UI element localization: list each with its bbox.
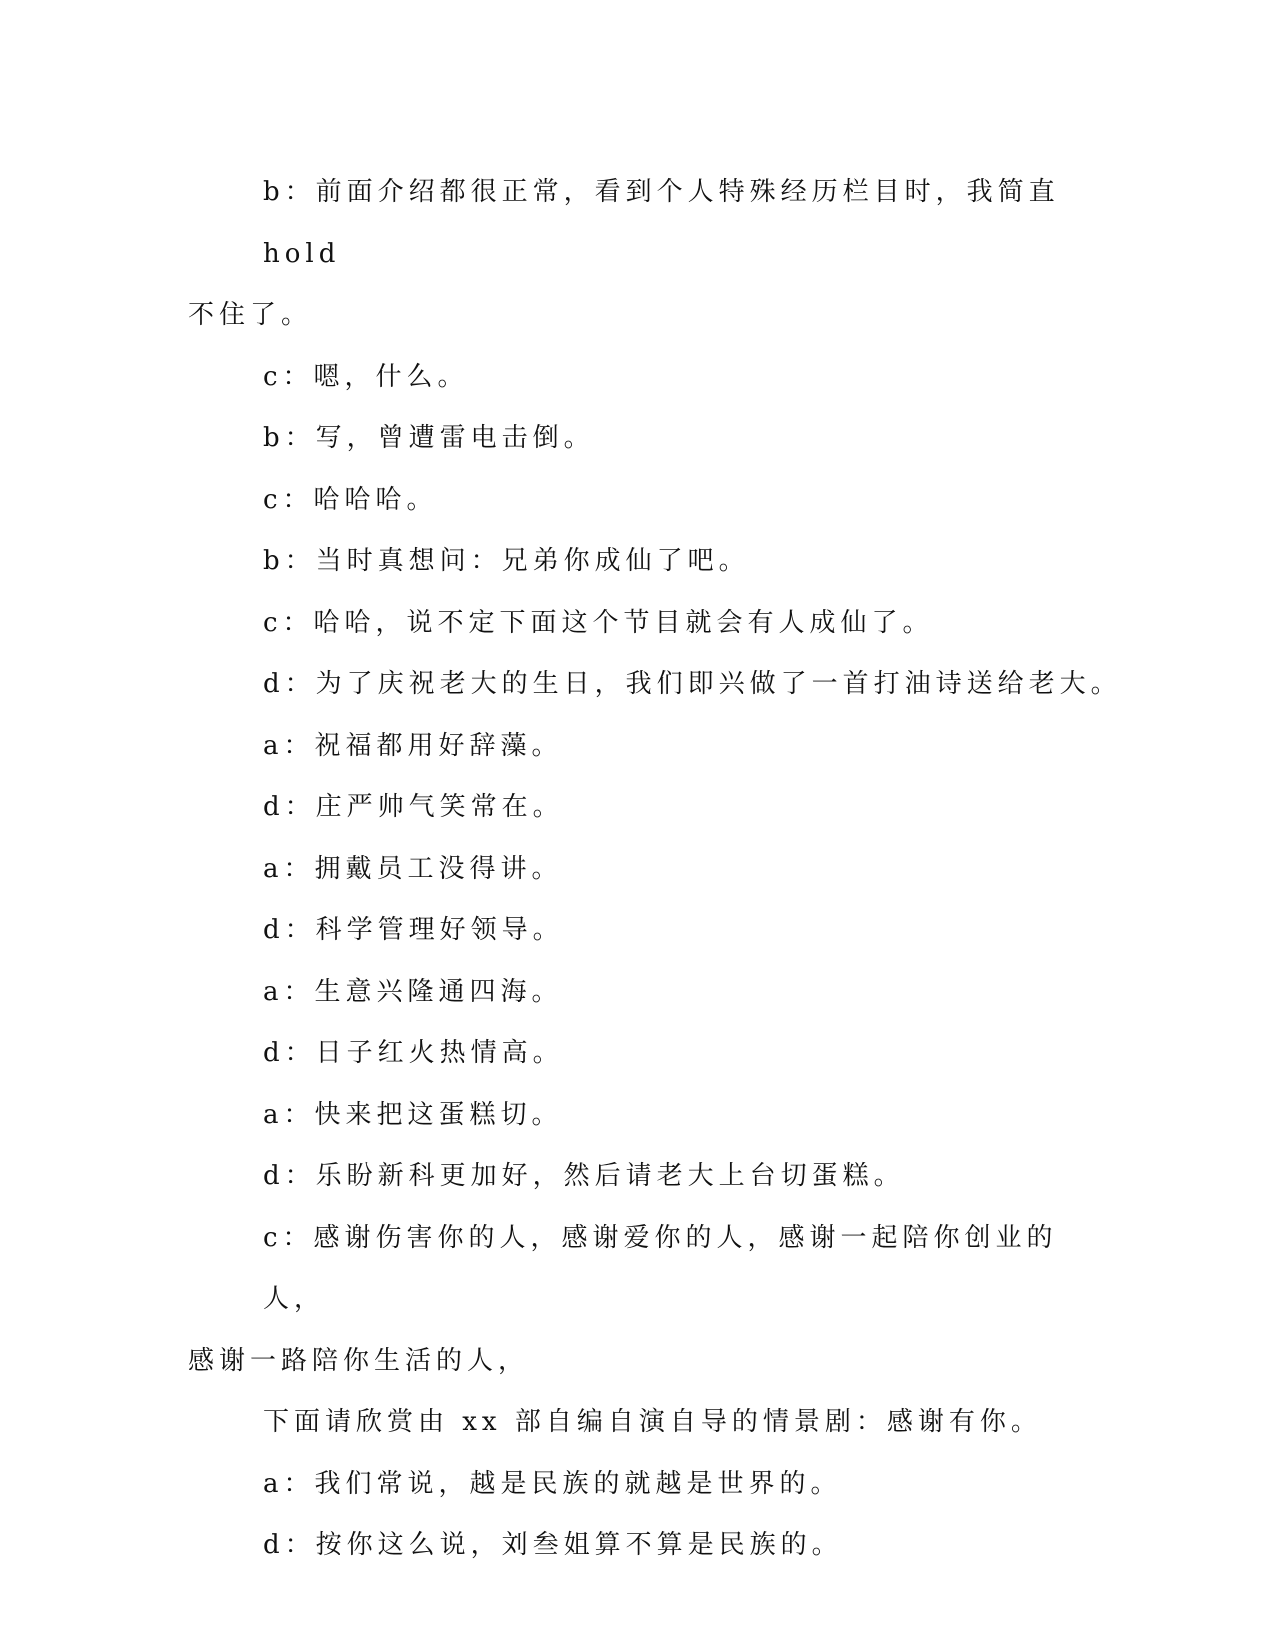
paragraph: [188, 162, 1068, 347]
paragraph-line: 不住了。: [188, 300, 313, 330]
paragraph: b：写，曾遭雷电击倒。: [263, 423, 595, 453]
paragraph: a：祝福都用好辞藻。: [263, 730, 563, 761]
paragraph: c：哈哈哈。: [263, 484, 438, 515]
paragraph: d：按你这么说，刘叁姐算不算是民族的。: [263, 1530, 843, 1560]
paragraph: d：日子红火热情高。: [263, 1038, 564, 1068]
paragraph: b：当时真想问：兄弟你成仙了吧。: [263, 546, 750, 576]
paragraph: d：为了庆祝老大的生日，我们即兴做了一首打油诗送给老大。: [263, 669, 1122, 699]
paragraph: c：哈哈，说不定下面这个节目就会有人成仙了。: [263, 607, 934, 638]
paragraph: c：嗯，什么。: [263, 361, 469, 392]
paragraph: d：乐盼新科更加好，然后请老大上台切蛋糕。: [263, 1161, 905, 1191]
paragraph-line: 感谢一路陪你生活的人，: [188, 1345, 530, 1376]
paragraph-line: b：前面介绍都很正常，看到个人特殊经历栏目时，我简直 hold: [263, 177, 1060, 269]
paragraph: a：拥戴员工没得讲。: [263, 853, 563, 884]
paragraph: [188, 1208, 1068, 1393]
paragraph: 下面请欣赏由 xx 部自编自演自导的情景剧：感谢有你。: [263, 1407, 1042, 1437]
document-body: [188, 162, 1122, 1577]
paragraph: a：生意兴隆通四海。: [263, 976, 563, 1007]
paragraph: d：科学管理好领导。: [263, 915, 564, 945]
paragraph: a：我们常说，越是民族的就越是世界的。: [263, 1468, 842, 1499]
paragraph: d：庄严帅气笑常在。: [263, 792, 564, 822]
paragraph-line: c：感谢伤害你的人，感谢爱你的人，感谢一起陪你创业的人，: [263, 1222, 1058, 1314]
paragraph: a：快来把这蛋糕切。: [263, 1099, 563, 1130]
